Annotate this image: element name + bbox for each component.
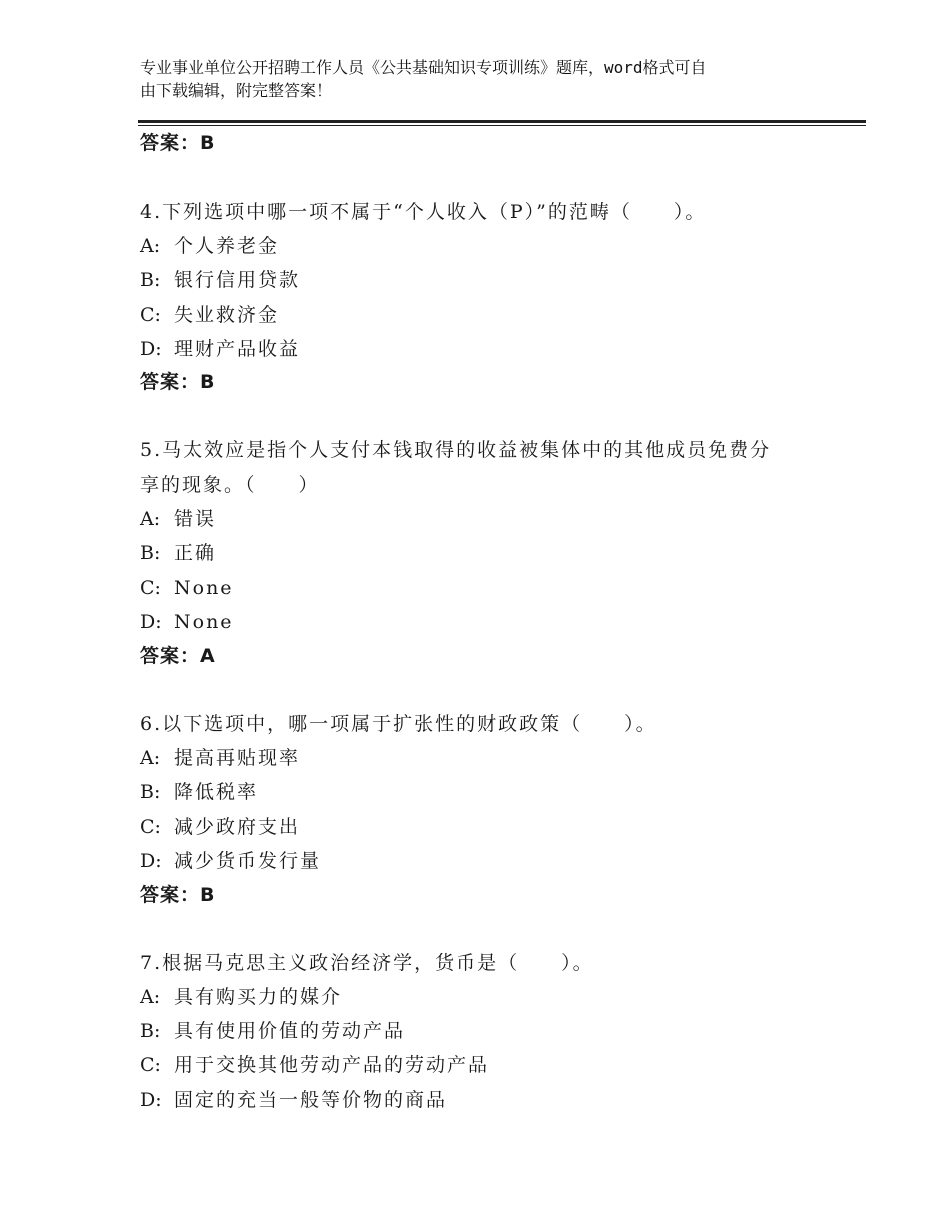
option-label: C: [140, 304, 161, 326]
question-6-option-c [140, 814, 300, 840]
option-text: 减少货币发行量 [174, 850, 322, 872]
option-label: D: [140, 1089, 162, 1111]
question-4-stem: 4.下列选项中哪一项不属于“个人收入（P）”的范畴（ ）。 [140, 201, 707, 223]
question-5-option-d [140, 609, 234, 635]
option-label: D: [140, 611, 162, 633]
question-4-option-a [140, 233, 279, 259]
question-5-answer: 答案：A [140, 645, 216, 667]
question-5-option-b [140, 540, 216, 566]
header-line-1: 专业事业单位公开招聘工作人员《公共基础知识专项训练》题库，word格式可自 [140, 58, 707, 77]
option-label: B: [140, 781, 161, 803]
question-5-option-c [140, 575, 234, 601]
question-6-option-b [140, 779, 258, 805]
answer-prev: 答案：B [140, 132, 216, 154]
option-label: A: [140, 235, 161, 257]
option-text: 个人养老金 [174, 235, 280, 257]
question-7-option-b [140, 1018, 405, 1044]
option-label: D: [140, 850, 162, 872]
question-5-stem-line-2: 享的现象。（ ） [140, 474, 320, 496]
option-text: 理财产品收益 [174, 338, 301, 360]
option-text: 具有使用价值的劳动产品 [174, 1020, 406, 1042]
question-5-option-a [140, 506, 216, 532]
option-label: C: [140, 1054, 161, 1076]
question-6-option-d [140, 848, 321, 874]
header-divider-thin [138, 125, 866, 126]
option-text: 银行信用贷款 [174, 269, 301, 291]
option-label: C: [140, 816, 161, 838]
option-text: 正确 [174, 542, 217, 564]
option-label: B: [140, 1020, 161, 1042]
header-line-2: 由下载编辑，附完整答案！ [140, 81, 333, 100]
option-text: 具有购买力的媒介 [174, 986, 343, 1008]
option-text: 减少政府支出 [174, 816, 301, 838]
question-6-answer: 答案：B [140, 884, 216, 906]
question-5-stem-line-1: 5.马太效应是指个人支付本钱取得的收益被集体中的其他成员免费分 [140, 439, 772, 461]
question-7-stem: 7.根据马克思主义政治经济学，货币是（ ）。 [140, 952, 594, 974]
option-label: D: [140, 338, 162, 360]
option-text: 降低税率 [174, 781, 259, 803]
option-text: 固定的充当一般等价物的商品 [174, 1089, 448, 1111]
option-text: 用于交换其他劳动产品的劳动产品 [174, 1054, 490, 1076]
option-label: A: [140, 508, 161, 530]
document-header [140, 56, 820, 102]
option-label: B: [140, 269, 161, 291]
question-7-option-c [140, 1052, 489, 1078]
option-text: None [174, 611, 234, 633]
question-4-answer: 答案：B [140, 371, 216, 393]
option-text: 失业救济金 [174, 304, 280, 326]
option-label: A: [140, 986, 161, 1008]
question-7-option-d [140, 1087, 447, 1113]
question-6-option-a [140, 745, 300, 771]
option-label: A: [140, 747, 161, 769]
option-label: B: [140, 542, 161, 564]
question-4-option-c [140, 302, 279, 328]
option-text: 错误 [174, 508, 217, 530]
question-7-option-a [140, 984, 342, 1010]
question-6-stem: 6.以下选项中，哪一项属于扩张性的财政政策（ ）。 [140, 713, 657, 735]
option-text: 提高再贴现率 [174, 747, 301, 769]
option-label: C: [140, 577, 161, 599]
option-text: None [174, 577, 234, 599]
question-4-option-b [140, 267, 300, 293]
header-divider-thick [138, 120, 866, 123]
question-4-option-d [140, 336, 300, 362]
